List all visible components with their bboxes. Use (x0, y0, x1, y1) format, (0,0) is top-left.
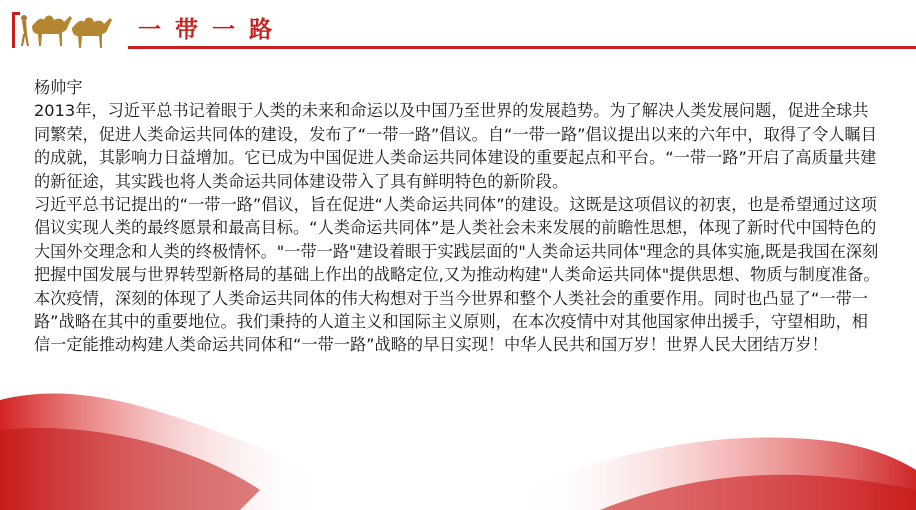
page-title: 一 带 一 路 (138, 17, 276, 43)
paragraph-3: 本次疫情，深刻的体现了人类命运共同体的伟大构想对于当今世界和整个人类社会的重要作用。同时也凸显了“一带一路”战略在其中的重要地位。我们秉持的人道主义和国际主义原则，在本次疫情中对其他国家伸出援手，守望相助，相信一定能推动构建人类命运共同体和“一带一路”战略的早日实现！中华人民共和国万岁！世界人民大团结万岁！ (34, 288, 868, 355)
title-bar (128, 14, 916, 49)
slide-header (0, 0, 916, 52)
camel-caravan-icon (12, 4, 124, 50)
author-name: 杨帅宇 (34, 78, 83, 97)
paragraph-2: 习近平总书记提出的“一带一路”倡议，旨在促进“人类命运共同体”的建设。这既是这项倡议的初衷，也是希望通过这项倡议实现人类的最终愿景和最高目标。“人类命运共同体”是人类社会未来发展的前瞻性思想，体现了新时代中国特色的大国外交理念和人类的终极情怀。"一带一路"建设着眼于实践层面的"人类命运共同体"理念的具体实施,既是我国在深刻把握中国发展与世界转型新格局的基础上作出的战略定位,又为推动构建"人类命运共同体"提供思想、物质与制度准备。 (34, 195, 880, 285)
document-body (34, 76, 884, 357)
red-ribbon-decoration (0, 340, 916, 510)
paragraph-1: 2013年，习近平总书记着眼于人类的未来和命运以及中国乃至世界的发展趋势。为了解决人类发展问题，促进全球共同繁荣，促进人类命运共同体的建设，发布了“一带一路”倡议。自“一带一路”倡议提出以来的六年中，取得了令人瞩目的成就，其影响力日益增加。它已成为中国促进人类命运共同体建设的重要起点和平台。“一带一路”开启了高质量共建的新征途，其实践也将人类命运共同体建设带入了具有鲜明特色的新阶段。 (34, 101, 877, 191)
